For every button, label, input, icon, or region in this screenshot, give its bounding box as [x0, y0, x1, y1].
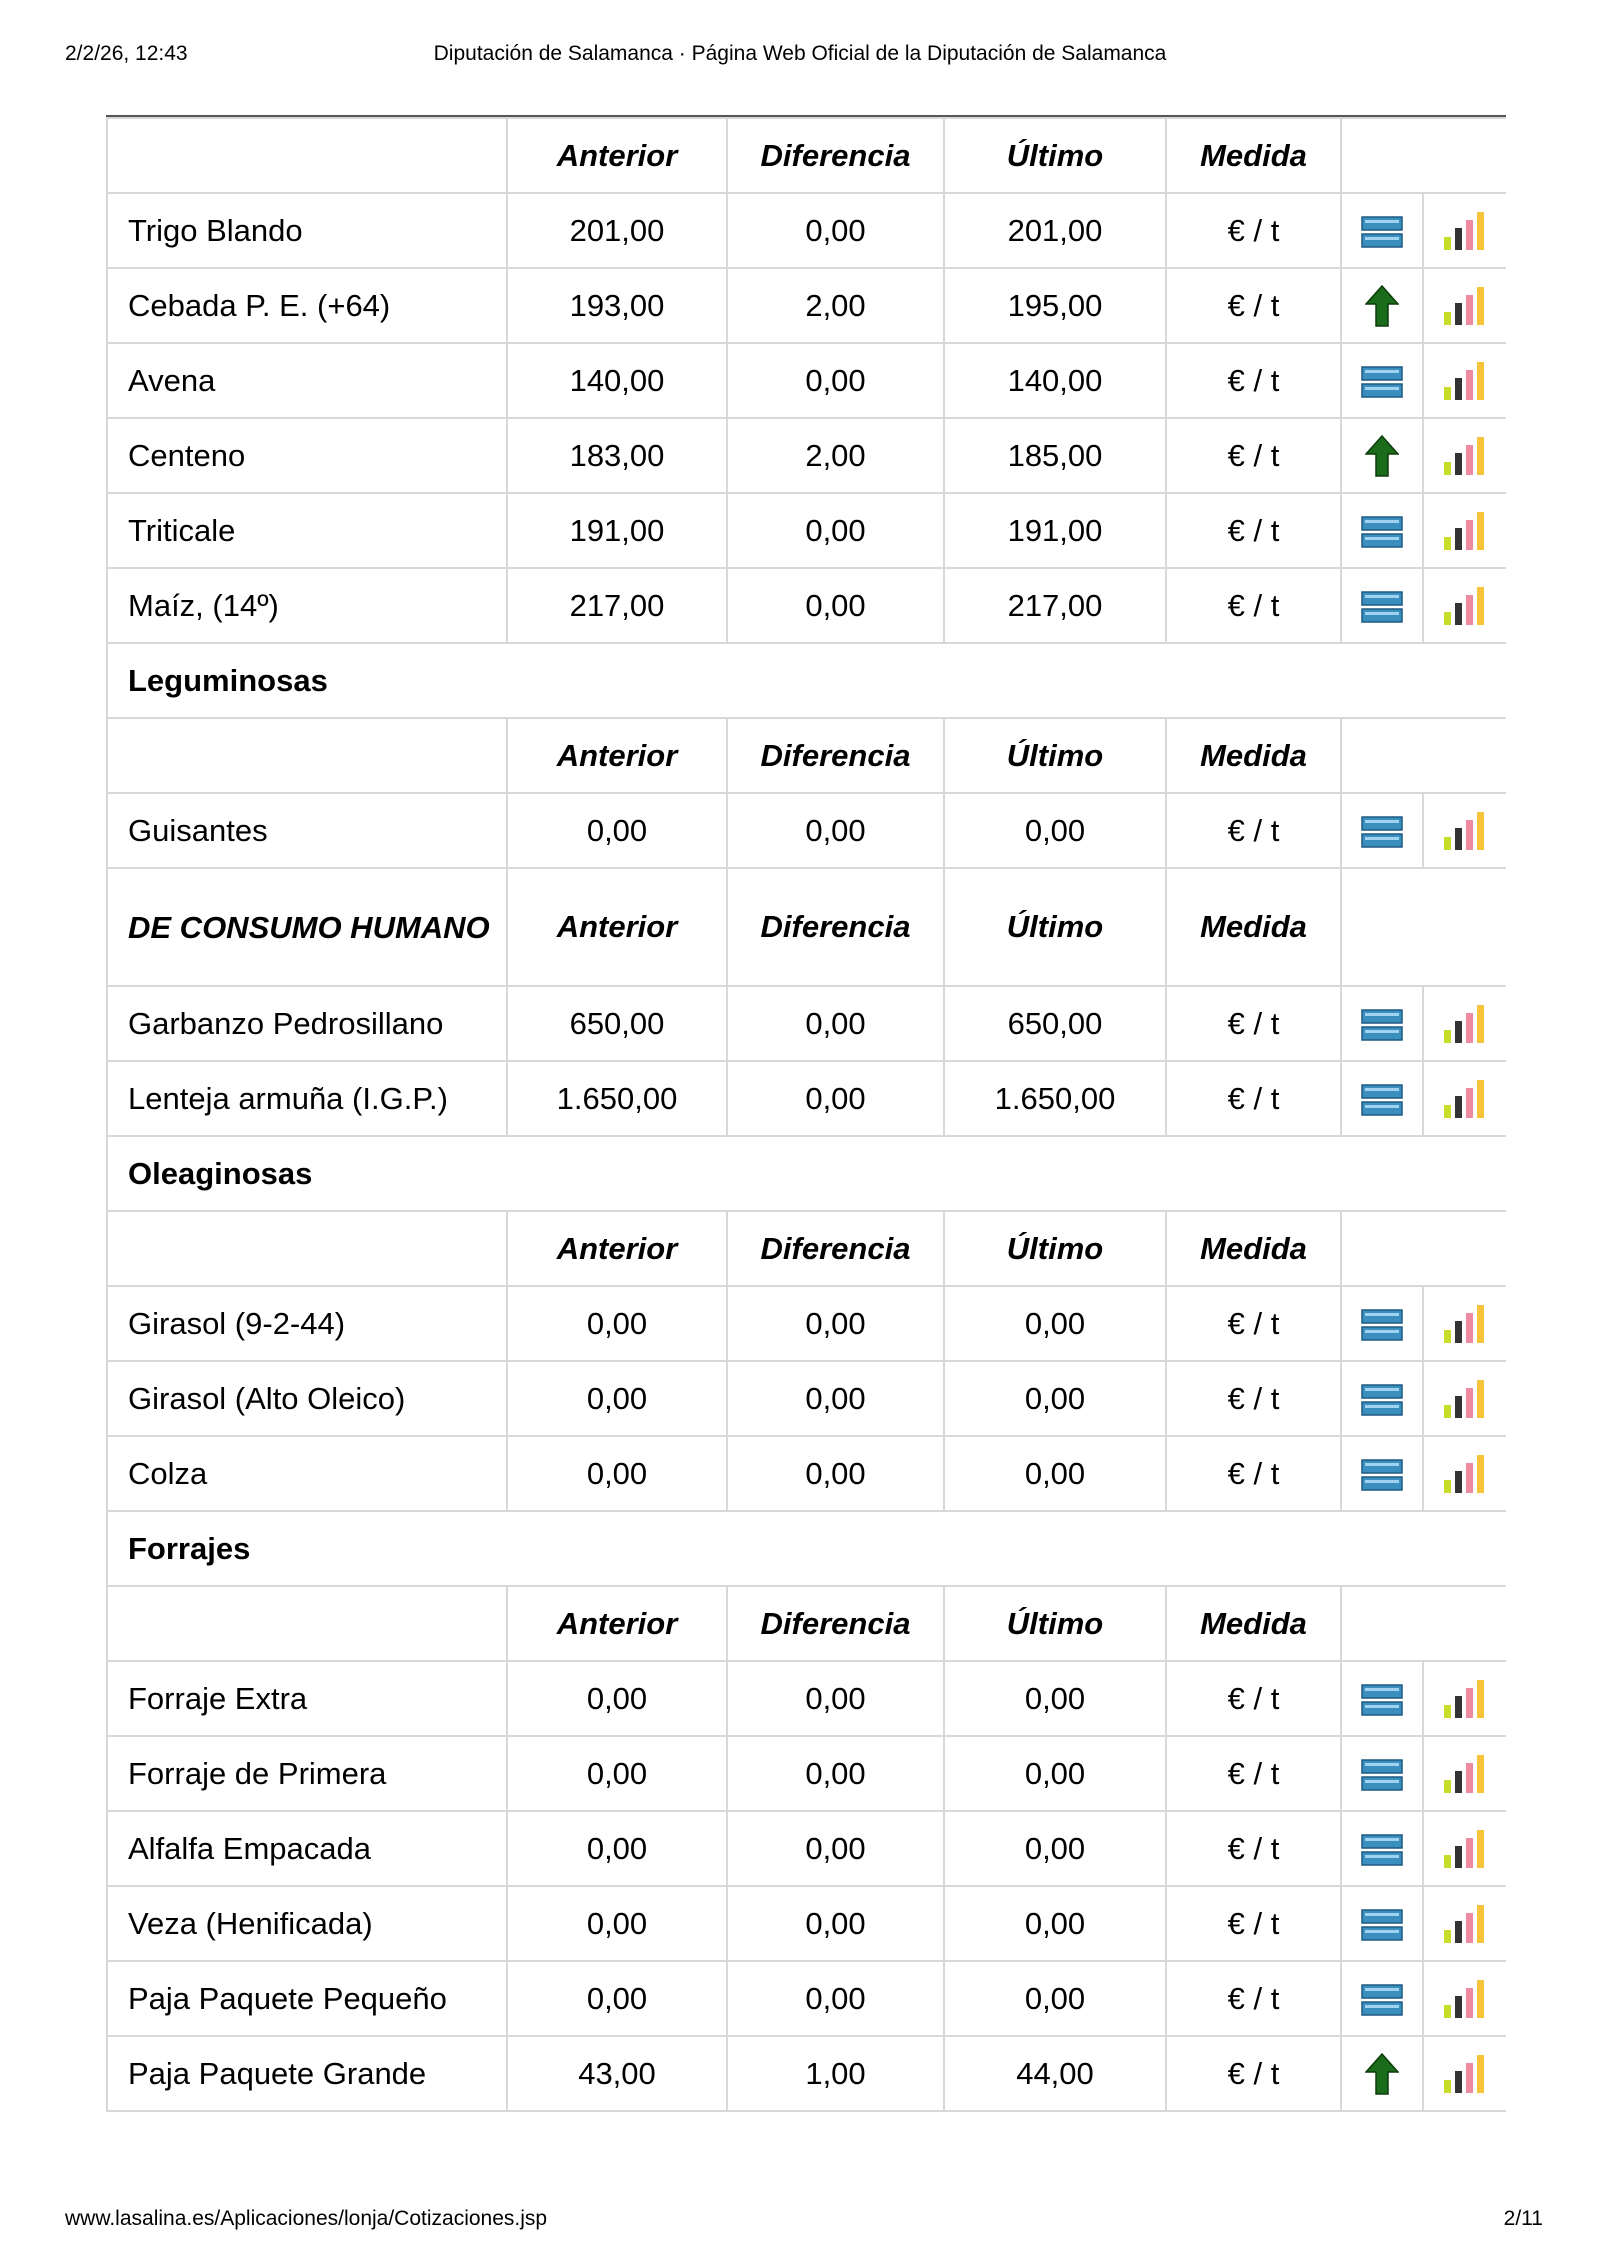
product-name: Colza [107, 1436, 507, 1511]
unit-medida: € / t [1166, 793, 1341, 868]
table-row [107, 1661, 1506, 1736]
col-anterior: Anterior [507, 1586, 727, 1661]
price-diferencia: 0,00 [727, 193, 944, 268]
bar-chart-icon[interactable] [1423, 193, 1506, 268]
col-diferencia: Diferencia [727, 1586, 944, 1661]
price-ultimo: 201,00 [944, 193, 1166, 268]
product-name: Garbanzo Pedrosillano [107, 986, 507, 1061]
table-row [107, 343, 1506, 418]
product-name: Girasol (9-2-44) [107, 1286, 507, 1361]
unit-medida: € / t [1166, 268, 1341, 343]
price-diferencia: 1,00 [727, 2036, 944, 2111]
price-ultimo: 0,00 [944, 793, 1166, 868]
equal-icon [1341, 1961, 1423, 2036]
print-datetime: 2/2/26, 12:43 [65, 42, 188, 65]
price-diferencia: 0,00 [727, 1961, 944, 2036]
price-diferencia: 0,00 [727, 1361, 944, 1436]
price-anterior: 0,00 [507, 793, 727, 868]
price-diferencia: 0,00 [727, 1661, 944, 1736]
price-anterior: 193,00 [507, 268, 727, 343]
bar-chart-icon[interactable] [1423, 1436, 1506, 1511]
price-diferencia: 0,00 [727, 1436, 944, 1511]
print-page-number: 2/11 [1503, 2207, 1543, 2230]
unit-medida: € / t [1166, 1886, 1341, 1961]
price-diferencia: 0,00 [727, 1886, 944, 1961]
equal-icon [1341, 986, 1423, 1061]
empty-header-cell [1341, 1586, 1506, 1661]
table-row [107, 2036, 1506, 2111]
table-row [107, 986, 1506, 1061]
bar-chart-icon[interactable] [1423, 418, 1506, 493]
col-anterior: Anterior [507, 718, 727, 793]
col-ultimo: Último [944, 1586, 1166, 1661]
unit-medida: € / t [1166, 1736, 1341, 1811]
table-row [107, 1361, 1506, 1436]
unit-medida: € / t [1166, 1286, 1341, 1361]
bar-chart-icon[interactable] [1423, 1811, 1506, 1886]
table-row [107, 1961, 1506, 2036]
product-name: Triticale [107, 493, 507, 568]
product-name: Centeno [107, 418, 507, 493]
empty-header-cell [1341, 718, 1506, 793]
bar-chart-icon[interactable] [1423, 986, 1506, 1061]
price-ultimo: 650,00 [944, 986, 1166, 1061]
price-anterior: 140,00 [507, 343, 727, 418]
up-arrow-icon [1341, 2036, 1423, 2111]
unit-medida: € / t [1166, 1436, 1341, 1511]
equal-icon [1341, 1361, 1423, 1436]
col-ultimo: Último [944, 118, 1166, 193]
unit-medida: € / t [1166, 986, 1341, 1061]
bar-chart-icon[interactable] [1423, 493, 1506, 568]
col-medida: Medida [1166, 118, 1341, 193]
price-diferencia: 0,00 [727, 1061, 944, 1136]
bar-chart-icon[interactable] [1423, 2036, 1506, 2111]
unit-medida: € / t [1166, 343, 1341, 418]
price-anterior: 201,00 [507, 193, 727, 268]
bar-chart-icon[interactable] [1423, 1661, 1506, 1736]
empty-header-cell [1341, 118, 1506, 193]
price-ultimo: 0,00 [944, 1961, 1166, 2036]
price-ultimo: 1.650,00 [944, 1061, 1166, 1136]
unit-medida: € / t [1166, 418, 1341, 493]
price-ultimo: 0,00 [944, 1361, 1166, 1436]
col-medida: Medida [1166, 1211, 1341, 1286]
price-anterior: 217,00 [507, 568, 727, 643]
bar-chart-icon[interactable] [1423, 1286, 1506, 1361]
col-ultimo: Último [944, 1211, 1166, 1286]
product-name: Lenteja armuña (I.G.P.) [107, 1061, 507, 1136]
unit-medida: € / t [1166, 1811, 1341, 1886]
price-anterior: 0,00 [507, 1361, 727, 1436]
product-name: Maíz, (14º) [107, 568, 507, 643]
category-label: Leguminosas [107, 643, 1506, 718]
col-ultimo: Último [944, 718, 1166, 793]
col-medida: Medida [1166, 868, 1341, 986]
bar-chart-icon[interactable] [1423, 1361, 1506, 1436]
price-ultimo: 0,00 [944, 1436, 1166, 1511]
product-name: Forraje de Primera [107, 1736, 507, 1811]
price-diferencia: 0,00 [727, 793, 944, 868]
price-ultimo: 0,00 [944, 1661, 1166, 1736]
table-row [107, 193, 1506, 268]
table-row [107, 1286, 1506, 1361]
unit-medida: € / t [1166, 493, 1341, 568]
price-diferencia: 2,00 [727, 418, 944, 493]
unit-medida: € / t [1166, 1061, 1341, 1136]
bar-chart-icon[interactable] [1423, 568, 1506, 643]
equal-icon [1341, 1061, 1423, 1136]
price-anterior: 0,00 [507, 1436, 727, 1511]
price-diferencia: 0,00 [727, 1811, 944, 1886]
subcategory-label: DE CONSUMO HUMANO [107, 868, 507, 986]
col-diferencia: Diferencia [727, 718, 944, 793]
column-header-row [107, 718, 1506, 793]
product-name: Trigo Blando [107, 193, 507, 268]
column-header-row [107, 1211, 1506, 1286]
col-anterior: Anterior [507, 118, 727, 193]
table-row [107, 493, 1506, 568]
price-anterior: 650,00 [507, 986, 727, 1061]
category-row [107, 1511, 1506, 1586]
product-name: Alfalfa Empacada [107, 1811, 507, 1886]
up-arrow-icon [1341, 418, 1423, 493]
unit-medida: € / t [1166, 193, 1341, 268]
table-row [107, 1436, 1506, 1511]
product-name: Paja Paquete Pequeño [107, 1961, 507, 2036]
price-anterior: 1.650,00 [507, 1061, 727, 1136]
product-name: Avena [107, 343, 507, 418]
product-name: Girasol (Alto Oleico) [107, 1361, 507, 1436]
price-diferencia: 0,00 [727, 568, 944, 643]
equal-icon [1341, 568, 1423, 643]
table-row [107, 1736, 1506, 1811]
empty-header-cell [1341, 868, 1506, 986]
price-anterior: 0,00 [507, 1961, 727, 2036]
equal-icon [1341, 1661, 1423, 1736]
table-row [107, 418, 1506, 493]
price-diferencia: 0,00 [727, 493, 944, 568]
col-medida: Medida [1166, 1586, 1341, 1661]
col-diferencia: Diferencia [727, 1211, 944, 1286]
subcategory-header-row [107, 868, 1506, 986]
price-ultimo: 0,00 [944, 1286, 1166, 1361]
empty-header-cell [107, 718, 507, 793]
unit-medida: € / t [1166, 1361, 1341, 1436]
product-name: Guisantes [107, 793, 507, 868]
price-ultimo: 140,00 [944, 343, 1166, 418]
category-row [107, 643, 1506, 718]
column-header-row [107, 1586, 1506, 1661]
price-diferencia: 2,00 [727, 268, 944, 343]
product-name: Veza (Henificada) [107, 1886, 507, 1961]
empty-header-cell [107, 1586, 507, 1661]
equal-icon [1341, 1436, 1423, 1511]
price-ultimo: 0,00 [944, 1736, 1166, 1811]
col-ultimo: Último [944, 868, 1166, 986]
col-anterior: Anterior [507, 1211, 727, 1286]
col-diferencia: Diferencia [727, 868, 944, 986]
bar-chart-icon[interactable] [1423, 268, 1506, 343]
table-row [107, 1811, 1506, 1886]
price-ultimo: 191,00 [944, 493, 1166, 568]
price-anterior: 43,00 [507, 2036, 727, 2111]
price-diferencia: 0,00 [727, 986, 944, 1061]
category-label: Oleaginosas [107, 1136, 1506, 1211]
unit-medida: € / t [1166, 1961, 1341, 2036]
unit-medida: € / t [1166, 1661, 1341, 1736]
table-row [107, 793, 1506, 868]
bar-chart-icon[interactable] [1423, 1961, 1506, 2036]
price-diferencia: 0,00 [727, 343, 944, 418]
price-anterior: 0,00 [507, 1811, 727, 1886]
equal-icon [1341, 1736, 1423, 1811]
prices-table-wrapper [106, 115, 1506, 2177]
price-anterior: 183,00 [507, 418, 727, 493]
equal-icon [1341, 493, 1423, 568]
empty-header-cell [1341, 1211, 1506, 1286]
empty-header-cell [107, 1211, 507, 1286]
column-header-row [107, 118, 1506, 193]
bar-chart-icon[interactable] [1423, 343, 1506, 418]
col-diferencia: Diferencia [727, 118, 944, 193]
table-row [107, 268, 1506, 343]
bar-chart-icon[interactable] [1423, 1886, 1506, 1961]
bar-chart-icon[interactable] [1423, 1061, 1506, 1136]
equal-icon [1341, 343, 1423, 418]
price-anterior: 0,00 [507, 1736, 727, 1811]
up-arrow-icon [1341, 268, 1423, 343]
price-ultimo: 195,00 [944, 268, 1166, 343]
product-name: Cebada P. E. (+64) [107, 268, 507, 343]
price-anterior: 0,00 [507, 1886, 727, 1961]
price-diferencia: 0,00 [727, 1286, 944, 1361]
equal-icon [1341, 1886, 1423, 1961]
equal-icon [1341, 193, 1423, 268]
unit-medida: € / t [1166, 2036, 1341, 2111]
table-row [107, 1886, 1506, 1961]
price-ultimo: 217,00 [944, 568, 1166, 643]
category-label: Forrajes [107, 1511, 1506, 1586]
equal-icon [1341, 1811, 1423, 1886]
price-ultimo: 0,00 [944, 1811, 1166, 1886]
product-name: Paja Paquete Grande [107, 2036, 507, 2111]
bar-chart-icon[interactable] [1423, 793, 1506, 868]
col-anterior: Anterior [507, 868, 727, 986]
price-diferencia: 0,00 [727, 1736, 944, 1811]
print-url: www.lasalina.es/Aplicaciones/lonja/Cotizaciones.jsp [65, 2207, 548, 2230]
price-ultimo: 44,00 [944, 2036, 1166, 2111]
table-row [107, 1061, 1506, 1136]
col-medida: Medida [1166, 718, 1341, 793]
product-name: Forraje Extra [107, 1661, 507, 1736]
category-row [107, 1136, 1506, 1211]
price-ultimo: 185,00 [944, 418, 1166, 493]
prices-table [106, 117, 1506, 2112]
price-ultimo: 0,00 [944, 1886, 1166, 1961]
price-anterior: 191,00 [507, 493, 727, 568]
equal-icon [1341, 1286, 1423, 1361]
price-anterior: 0,00 [507, 1661, 727, 1736]
unit-medida: € / t [1166, 568, 1341, 643]
empty-header-cell [107, 118, 507, 193]
bar-chart-icon[interactable] [1423, 1736, 1506, 1811]
price-anterior: 0,00 [507, 1286, 727, 1361]
table-row [107, 568, 1506, 643]
equal-icon [1341, 793, 1423, 868]
print-page-title: Diputación de Salamanca · Página Web Oficial de la Diputación de Salamanca [433, 42, 1167, 65]
